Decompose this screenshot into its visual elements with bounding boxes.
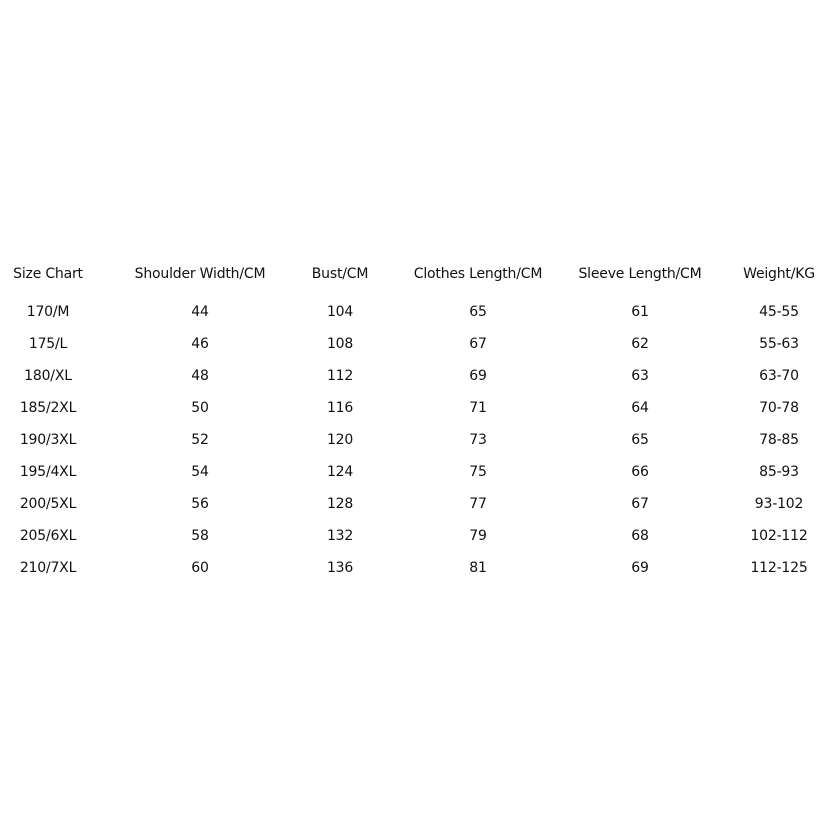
column-header-size: Size Chart [13, 266, 83, 282]
table-row [0, 328, 833, 360]
cell-sleeve-length: 67 [631, 496, 649, 512]
cell-shoulder-width: 44 [191, 304, 209, 320]
cell-bust: 108 [326, 336, 354, 352]
cell-size: 210/7XL [19, 560, 77, 576]
cell-clothes-length: 67 [469, 336, 487, 352]
table-row [0, 520, 833, 552]
table-row [0, 296, 833, 328]
cell-shoulder-width: 52 [191, 432, 209, 448]
cell-shoulder-width: 50 [191, 400, 209, 416]
table-row [0, 424, 833, 456]
cell-clothes-length: 81 [469, 560, 487, 576]
table-header-row [0, 258, 833, 296]
cell-bust: 136 [326, 560, 354, 576]
cell-clothes-length: 79 [469, 528, 487, 544]
column-header-weight: Weight/KG [743, 266, 815, 282]
cell-size: 195/4XL [19, 464, 77, 480]
table-row [0, 552, 833, 584]
cell-weight: 85-93 [759, 464, 799, 480]
table-row [0, 360, 833, 392]
cell-size: 200/5XL [19, 496, 77, 512]
cell-sleeve-length: 69 [631, 560, 649, 576]
cell-shoulder-width: 48 [191, 368, 209, 384]
cell-sleeve-length: 65 [631, 432, 649, 448]
cell-shoulder-width: 60 [191, 560, 209, 576]
cell-clothes-length: 69 [469, 368, 487, 384]
column-header-sleeve-length: Sleeve Length/CM [578, 266, 702, 282]
cell-weight: 63-70 [759, 368, 799, 384]
table-row [0, 456, 833, 488]
cell-size: 190/3XL [19, 432, 77, 448]
cell-bust: 124 [326, 464, 354, 480]
column-header-clothes-length: Clothes Length/CM [413, 266, 543, 282]
cell-shoulder-width: 46 [191, 336, 209, 352]
cell-sleeve-length: 66 [631, 464, 649, 480]
cell-clothes-length: 75 [469, 464, 487, 480]
cell-size: 205/6XL [19, 528, 77, 544]
table-row [0, 488, 833, 520]
cell-bust: 132 [326, 528, 354, 544]
cell-sleeve-length: 64 [631, 400, 649, 416]
size-chart-table [0, 258, 833, 584]
cell-weight: 112-125 [750, 560, 808, 576]
cell-weight: 78-85 [759, 432, 799, 448]
cell-bust: 116 [326, 400, 354, 416]
cell-weight: 45-55 [759, 304, 799, 320]
cell-sleeve-length: 63 [631, 368, 649, 384]
cell-weight: 55-63 [759, 336, 799, 352]
cell-weight: 70-78 [759, 400, 799, 416]
cell-size: 185/2XL [19, 400, 77, 416]
cell-size: 170/M [26, 304, 70, 320]
cell-shoulder-width: 56 [191, 496, 209, 512]
column-header-shoulder-width: Shoulder Width/CM [134, 266, 266, 282]
cell-sleeve-length: 61 [631, 304, 649, 320]
cell-shoulder-width: 58 [191, 528, 209, 544]
cell-sleeve-length: 62 [631, 336, 649, 352]
cell-bust: 128 [326, 496, 354, 512]
cell-shoulder-width: 54 [191, 464, 209, 480]
cell-sleeve-length: 68 [631, 528, 649, 544]
column-header-bust: Bust/CM [311, 266, 369, 282]
cell-clothes-length: 77 [469, 496, 487, 512]
cell-clothes-length: 71 [469, 400, 487, 416]
cell-weight: 93-102 [754, 496, 804, 512]
cell-size: 175/L [28, 336, 68, 352]
table-row [0, 392, 833, 424]
cell-clothes-length: 65 [469, 304, 487, 320]
cell-size: 180/XL [24, 368, 72, 384]
cell-weight: 102-112 [750, 528, 808, 544]
cell-bust: 112 [326, 368, 354, 384]
cell-bust: 120 [326, 432, 354, 448]
cell-bust: 104 [326, 304, 354, 320]
cell-clothes-length: 73 [469, 432, 487, 448]
